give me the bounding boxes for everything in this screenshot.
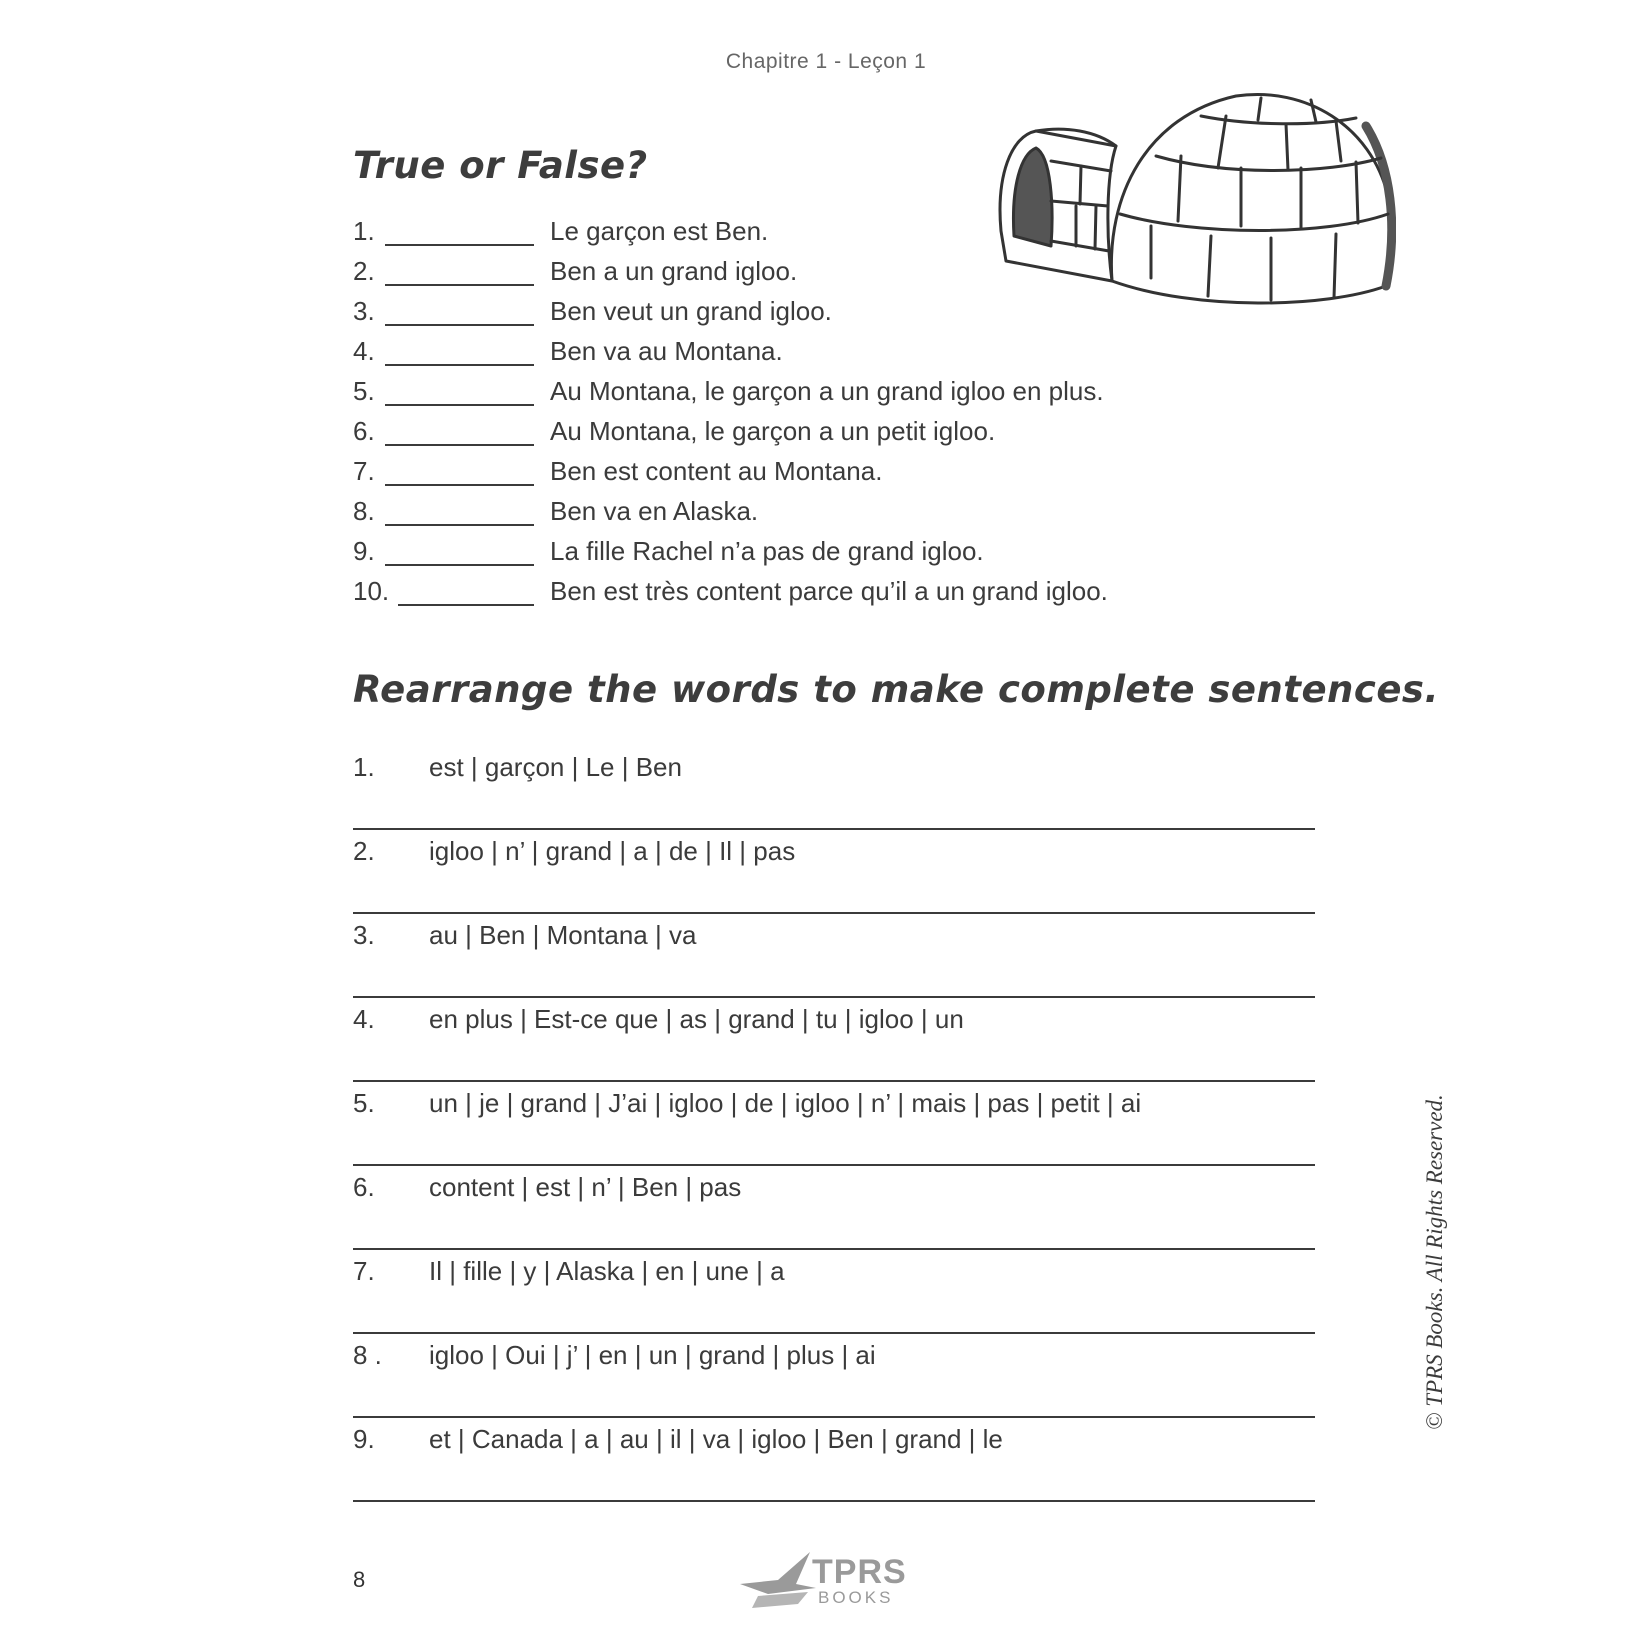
item-number: 10. [353,576,390,606]
statement: Ben est content au Montana. [550,456,883,486]
page-number: 8 [353,1567,366,1592]
statement: Ben va en Alaska. [550,496,759,526]
logo-text: TPRS [812,1553,907,1591]
list-item [353,742,1315,826]
answer-blank[interactable] [398,604,534,606]
word-bank: au | Ben | Montana | va [429,920,697,950]
answer-blank[interactable] [385,364,534,366]
item-number: 7. [353,456,375,486]
statement: Ben a un grand igloo. [550,256,798,286]
list-item [353,532,1253,572]
item-number: 3. [353,296,375,326]
list-item [353,994,1315,1078]
answer-blank[interactable] [385,244,534,246]
list-item [353,332,1253,372]
word-bank: et | Canada | a | au | il | va | igloo | Ben | grand | le [429,1424,1003,1454]
igloo-illustration [996,86,1396,316]
rearrange-title: Rearrange the words to make complete sentences. [353,668,1440,711]
item-number: 1. [353,216,375,246]
list-item [353,1162,1315,1246]
logo-subtext: BOOKS [818,1588,894,1607]
statement: Au Montana, le garçon a un grand igloo en plus. [550,376,1104,406]
list-item [353,412,1253,452]
word-bank: content | est | n’ | Ben | pas [429,1172,742,1202]
statement: La fille Rachel n’a pas de grand igloo. [550,536,984,566]
item-number: 7. [353,1256,375,1286]
item-number: 6. [353,1172,375,1202]
item-number: 2. [353,836,375,866]
list-item [353,1330,1315,1414]
statement: Ben va au Montana. [550,336,783,366]
list-item [353,372,1253,412]
answer-blank[interactable] [385,564,534,566]
true-false-title: True or False? [353,144,648,187]
list-item [353,826,1315,910]
list-item [353,1078,1315,1162]
statement: Ben est très content parce qu’il a un grand igloo. [550,576,1108,606]
item-number: 4. [353,1004,375,1034]
list-item [353,910,1315,994]
rearrange-list [353,742,1315,1498]
list-item [353,1414,1315,1498]
word-bank: igloo | n’ | grand | a | de | Il | pas [429,836,796,866]
item-number: 4. [353,336,375,366]
word-bank: Il | fille | y | Alaska | en | une | a [429,1256,785,1286]
item-number: 6. [353,416,375,446]
tprs-logo-icon [738,1550,818,1612]
answer-blank[interactable] [385,484,534,486]
item-number: 8. [353,496,375,526]
statement: Au Montana, le garçon a un petit igloo. [550,416,996,446]
word-bank: un | je | grand | J’ai | igloo | de | igloo | n’ | mais | pas | petit | ai [429,1088,1142,1118]
item-number: 3. [353,920,375,950]
word-bank: en plus | Est-ce que | as | grand | tu | igloo | un [429,1004,964,1034]
statement: Le garçon est Ben. [550,216,769,246]
item-number: 5. [353,376,375,406]
item-number: 2. [353,256,375,286]
item-number: 9. [353,1424,375,1454]
answer-blank[interactable] [385,524,534,526]
item-number: 1. [353,752,375,782]
list-item [353,1246,1315,1330]
answer-line[interactable] [353,1500,1315,1502]
answer-blank[interactable] [385,404,534,406]
word-bank: est | garçon | Le | Ben [429,752,682,782]
item-number: 8 . [353,1340,382,1370]
item-number: 9. [353,536,375,566]
answer-blank[interactable] [385,444,534,446]
list-item [353,492,1253,532]
statement: Ben veut un grand igloo. [550,296,832,326]
answer-blank[interactable] [385,284,534,286]
answer-blank[interactable] [385,324,534,326]
word-bank: igloo | Oui | j’ | en | un | grand | plus | ai [429,1340,876,1370]
chapter-header: Chapitre 1 - Leçon 1 [725,50,927,73]
list-item [353,452,1253,492]
copyright-notice: © TPRS Books. All Rights Reserved. [1422,1094,1447,1430]
item-number: 5. [353,1088,375,1118]
list-item [353,572,1253,612]
